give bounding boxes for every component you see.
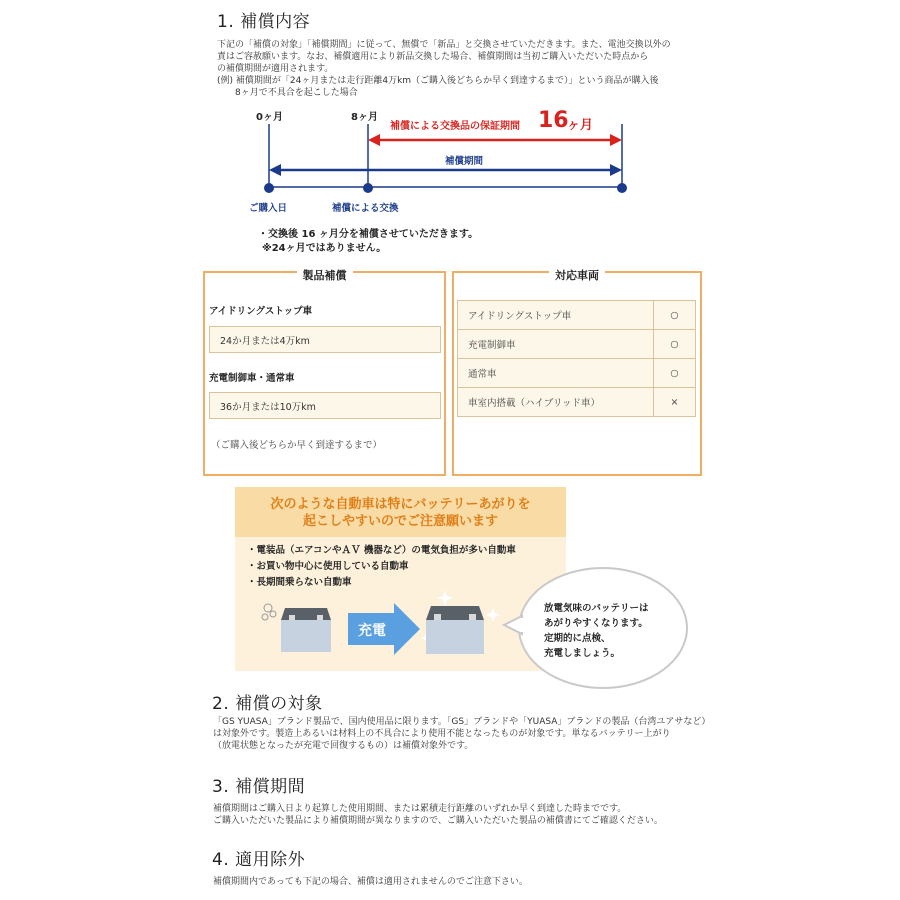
warning-title-line1: 次のような自動車は特にバッテリーあがりを [270,497,531,512]
vehicle-mark: × [654,388,696,417]
paragraph-line: は対象外です。製造上あるいは材料上の不具合により使用不能となったものが対象です。単なるバッテリー上がり [213,729,671,739]
month-8-label: 8ヶ月 [351,112,378,123]
section3-paragraph [213,803,703,827]
exchange-label: 補償による交換 [332,203,399,214]
paragraph-line: 8ヶ月で不具合を起こした場合 [235,88,358,98]
list-item: ・長期間乗らない自動車 [247,577,352,588]
paragraph-line: 補償期間内であっても下記の場合、補償は適用されませんのでご注意下さい。 [213,877,528,887]
warning-title-line2: 起こしやすいのでご注意願います [302,514,498,529]
reach-condition-note: （ご購入後どちらか早く到達するまで） [211,440,383,451]
warranty-period-label: 補償期間 [445,156,484,167]
section4-title: 4. 適用除外 [212,850,306,870]
normal-car-label: 充電制御車・通常車 [209,373,295,384]
section1-paragraph [217,39,697,99]
purchase-date-label: ご購入日 [249,203,288,214]
paragraph-line: 下記の「補償の対象」「補償期間」に従って、無償で「新品」と交換させていただきます。また、電池交換以外の [217,40,671,50]
month-0-label: 0ヶ月 [256,112,283,123]
compatible-vehicles-title-wrap [454,264,700,283]
paragraph-line: 「GS YUASA」ブランド製品で、国内使用品に限ります。「GS」ブランドや「YUASA」ブランドの製品（台湾ユアサなど） [213,717,711,727]
section1-title: 1. 補償内容 [217,12,311,32]
list-item: ・お買い物中心に使用している自動車 [247,561,409,572]
advice-line: あがりやすくなります。 [544,618,648,629]
replacement-warranty-number: 16 [538,108,569,133]
table-row [458,330,696,359]
paragraph-line: （放電状態となったが充電で回復するもの）は補償対象外です。 [213,741,474,751]
paragraph-line: (例) 補償期間が「24ヶ月または走行距離4万km（ご購入後どちらか早く到達するまで）」という商品が購入後 [217,76,659,86]
vehicle-mark: ○ [654,330,696,359]
vehicle-mark: ○ [654,301,696,330]
timeline-notes [258,228,478,256]
advice-bubble [518,567,688,689]
paragraph-line: ご購入いただいた製品により補償期間が異なりますので、ご購入いただいた製品の補償書にてご確認ください。 [213,816,663,826]
warranty-timeline [240,104,660,224]
section3-title: 3. 補償期間 [212,777,306,797]
section2-title: 2. 補償の対象 [212,694,323,714]
paragraph-line: 補償期間はご購入日より起算した使用期間、または累積走行距離のいずれか早く到達した時までです。 [213,804,627,814]
note-line: ・交換後 16 ヶ月分を補償させていただきます。 [258,229,479,240]
vehicle-table [457,300,696,417]
paragraph-line: の補償期間が適用されます。 [217,64,334,74]
table-row [458,359,696,388]
table-row [458,301,696,330]
vehicle-name: 充電制御車 [458,330,654,359]
note-line: ※24ヶ月ではありません。 [262,243,387,254]
battery-warning-panel [235,487,566,671]
section2-paragraph [213,716,711,752]
advice-line: 放電気味のバッテリーは [544,603,649,614]
advice-line: 充電しましょう。 [544,648,621,659]
vehicle-name: アイドリングストップ車 [458,301,654,330]
warning-header [235,487,566,537]
replacement-warranty-label: 補償による交換品の保証期間 [390,121,520,132]
table-row [458,388,696,417]
compatible-vehicles-title: 対応車両 [549,269,605,282]
list-item: ・電装品（エアコンやＡＶ 機器など）の電気負担が多い自動車 [247,545,516,556]
idling-stop-value: 24か月または4万km [209,326,441,353]
product-warranty-title-wrap [205,264,444,283]
compatible-vehicles-box [452,271,702,476]
advice-line: 定期的に点検、 [544,633,611,644]
product-warranty-title: 製品補償 [297,269,353,282]
product-warranty-box [203,271,446,476]
vehicle-name: 通常車 [458,359,654,388]
paragraph-line: 責はご容赦願います。なお、補償適用により新品交換した場合、補償期間は当初ご購入いただいた時点から [217,52,649,62]
discharged-battery-illustration [255,600,335,660]
vehicle-name: 車室内搭載（ハイブリッド車） [458,388,654,417]
replacement-warranty-unit: ヶ月 [567,118,594,133]
idling-stop-label: アイドリングストップ車 [209,306,313,317]
charged-battery-illustration [417,584,507,664]
bubble-tail [502,614,524,636]
normal-car-value: 36か月または10万km [209,392,441,419]
section4-paragraph [213,876,703,888]
advice-text [544,601,649,661]
vehicle-mark: ○ [654,359,696,388]
charge-label: 充電 [358,623,386,639]
